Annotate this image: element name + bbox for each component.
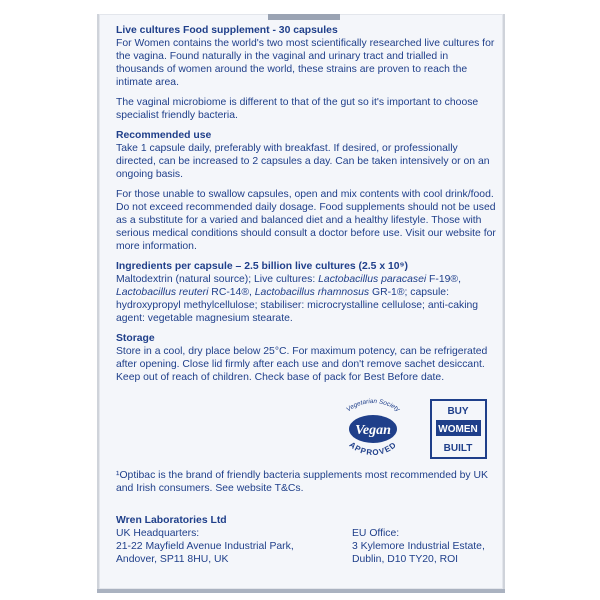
recommended-heading: Recommended use (116, 130, 212, 141)
recommended-paragraph-1: Take 1 capsule daily, preferably with breakfast. If desired, or professionally directed, can be increased to 2 capsules a day. Can be taken intensively or on an ongoing basis. (116, 143, 490, 180)
storage-text: Store in a cool, dry place below 25°C. For maximum potency, can be refrigerated after opening. Close lid firmly after each use and don't remove sachet desiccant. Keep out of reach of children. Check base of pack for Best Before date. (116, 346, 488, 383)
product-title: Live cultures Food supplement - 30 capsules (116, 25, 338, 36)
footnote: ¹Optibac is the brand of friendly bacteria supplements most recommended by UK and Irish consumers. See website T&Cs. (116, 470, 488, 494)
recommended-paragraph-2: For those unable to swallow capsules, open and mix contents with cool drink/food. Do not exceed recommended daily dosage. Food supplements should not be used as a substitute for a varied and balanced diet and a healthy lifestyle. Those with serious medical conditions should consult a doctor before use. Visit our website for more information. (116, 189, 496, 252)
company-name: Wren Laboratories Ltd (116, 515, 227, 526)
svg-text:Vegetarian Society: Vegetarian Society (345, 397, 401, 414)
svg-text:BUILT: BUILT (443, 443, 473, 454)
company-addresses (116, 514, 496, 565)
eu-address (352, 527, 502, 566)
label-content (116, 24, 498, 391)
uk-line-2: Andover, SP11 8HU, UK (116, 554, 229, 565)
ingredients-heading: Ingredients per capsule – 2.5 billion live cultures (2.5 x 10⁹) (116, 261, 408, 272)
pack-tab (268, 14, 340, 20)
ingredients-text: Maltodextrin (natural source); Live cultures: Lactobacillus paracasei F-19®, Lactobacillus reuteri RC-14®, Lactobacillus rhamnosus GR-1®; capsule: hydroxypropyl methylcellulose; stabiliser: microcrystalline cellulose; anti-caking agent: vegetable magnesium stearate. (116, 274, 479, 324)
vegan-approved-logo (330, 397, 416, 459)
buy-women-built-logo (430, 399, 487, 459)
eu-label: EU Office: (352, 528, 400, 539)
pack-bottom-edge (97, 589, 505, 593)
svg-text:WOMEN: WOMEN (438, 424, 478, 435)
eu-line-2: Dublin, D10 TY20, ROI (352, 554, 459, 565)
svg-text:Vegan: Vegan (355, 423, 391, 438)
uk-address (116, 527, 346, 566)
storage-heading: Storage (116, 333, 155, 344)
intro-paragraph-2: The vaginal microbiome is different to that of the gut so it's important to choose specialist friendly bacteria. (116, 97, 479, 121)
svg-text:APPROVED: APPROVED (347, 440, 399, 458)
intro-paragraph-1: For Women contains the world's two most scientifically researched live cultures for the vagina. Found naturally in the vaginal and urinary tract and trialled in thousands of women around the world, these strains are proven to reach the intimate area. (116, 38, 495, 88)
svg-text:BUY: BUY (447, 406, 469, 417)
uk-line-1: 21-22 Mayfield Avenue Industrial Park, (116, 541, 294, 552)
eu-line-1: 3 Kylemore Industrial Estate, (352, 541, 485, 552)
uk-label: UK Headquarters: (116, 528, 200, 539)
